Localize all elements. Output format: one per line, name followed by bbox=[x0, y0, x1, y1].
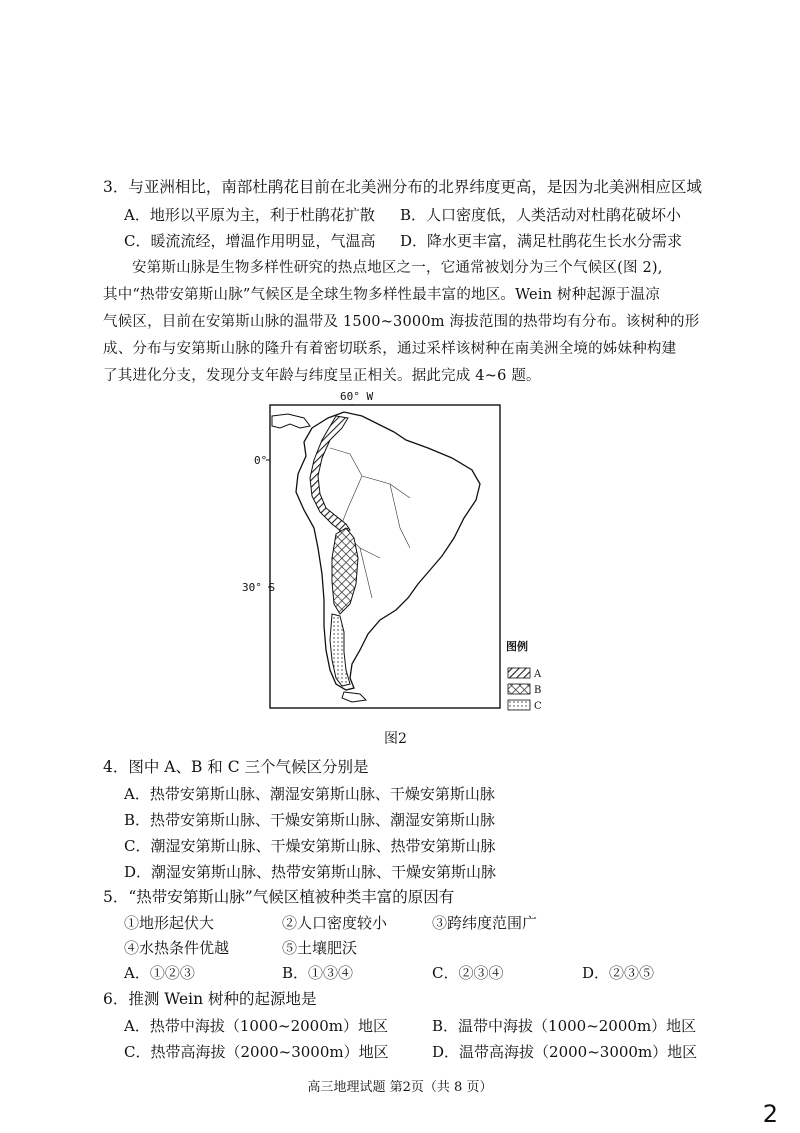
q3-option-a: A．地形以平原为主，利于杜鹃花扩散 bbox=[124, 206, 375, 224]
q6-option-b: B．温带中海拔（1000~2000m）地区 bbox=[432, 1017, 697, 1035]
label-60w: 60° W bbox=[340, 390, 374, 403]
page-footer: 高三地理试题 第2页（共 8 页） bbox=[307, 1080, 493, 1095]
q4-option-c: C．潮湿安第斯山脉、干燥安第斯山脉、热带安第斯山脉 bbox=[124, 837, 496, 855]
passage-line-1: 安第斯山脉是生物多样性研究的热点地区之一，它通常被划分为三个气候区(图 2), bbox=[132, 260, 663, 276]
q6-option-c: C．热带高海拔（2000~3000m）地区 bbox=[124, 1043, 389, 1061]
label-lat-30s: 30° S bbox=[242, 581, 276, 594]
legend-swatch-c bbox=[508, 700, 530, 710]
q5-item-3: ③跨纬度范围广 bbox=[432, 914, 538, 932]
q5-option-b: B．①③④ bbox=[282, 964, 354, 982]
legend-label-b: B bbox=[534, 685, 542, 696]
q5-item-5: ⑤土壤肥沃 bbox=[282, 939, 358, 957]
legend-swatch-b bbox=[508, 684, 530, 694]
q5-option-a: A．①②③ bbox=[124, 964, 195, 982]
figure-south-america-map bbox=[240, 388, 560, 718]
q5-item-1: ①地形起伏大 bbox=[124, 914, 215, 932]
passage-line-4: 成、分布与安第斯山脉的隆升有着密切联系，通过采样该树种在南美洲全境的姊妹种构建 bbox=[103, 341, 677, 357]
legend-label-c: C bbox=[534, 701, 542, 712]
legend-swatch-a bbox=[508, 668, 530, 678]
q5-item-2: ②人口密度较小 bbox=[282, 914, 388, 932]
legend-title: 图例 bbox=[506, 640, 528, 653]
q3-stem: 3．与亚洲相比，南部杜鹃花目前在北美洲分布的北界纬度更高，是因为北美洲相应区域 bbox=[103, 178, 702, 196]
q5-option-d: D．②③⑤ bbox=[582, 964, 655, 982]
q4-option-d: D．潮湿安第斯山脉、热带安第斯山脉、干燥安第斯山脉 bbox=[124, 863, 497, 881]
corner-page-mark: 2 bbox=[762, 1100, 778, 1128]
figure-caption: 图2 bbox=[384, 731, 407, 747]
q3-option-c: C．暖流流经，增温作用明显，气温高 bbox=[124, 232, 376, 250]
q5-option-c: C．②③④ bbox=[432, 964, 504, 982]
q3-option-b: B．人口密度低，人类活动对杜鹃花破坏小 bbox=[400, 206, 682, 224]
q4-stem: 4．图中 A、B 和 C 三个气候区分别是 bbox=[103, 758, 369, 776]
q5-item-4: ④水热条件优越 bbox=[124, 939, 230, 957]
legend-label-a: A bbox=[534, 669, 542, 680]
q4-option-a: A．热带安第斯山脉、潮湿安第斯山脉、干燥安第斯山脉 bbox=[124, 785, 495, 803]
q4-option-b: B．热带安第斯山脉、干燥安第斯山脉、潮湿安第斯山脉 bbox=[124, 811, 496, 829]
passage-line-3: 气候区，目前在安第斯山脉的温带及 1500~3000m 海拔范围的热带均有分布。该树种的形 bbox=[103, 314, 700, 330]
passage-line-5: 了其进化分支，发现分支年龄与纬度呈正相关。据此完成 4~6 题。 bbox=[103, 368, 541, 384]
passage-line-2: 其中“热带安第斯山脉”气候区是全球生物多样性最丰富的地区。Wein 树种起源于温凉 bbox=[103, 287, 660, 303]
q3-option-d: D．降水更丰富，满足杜鹃花生长水分需求 bbox=[400, 232, 683, 250]
q5-stem: 5．“热带安第斯山脉”气候区植被种类丰富的原因有 bbox=[103, 888, 455, 906]
q6-option-d: D．温带高海拔（2000~3000m）地区 bbox=[432, 1043, 698, 1061]
q6-option-a: A．热带中海拔（1000~2000m）地区 bbox=[124, 1017, 388, 1035]
q6-stem: 6．推测 Wein 树种的起源地是 bbox=[103, 990, 317, 1008]
label-lat-0: 0° bbox=[254, 454, 268, 467]
